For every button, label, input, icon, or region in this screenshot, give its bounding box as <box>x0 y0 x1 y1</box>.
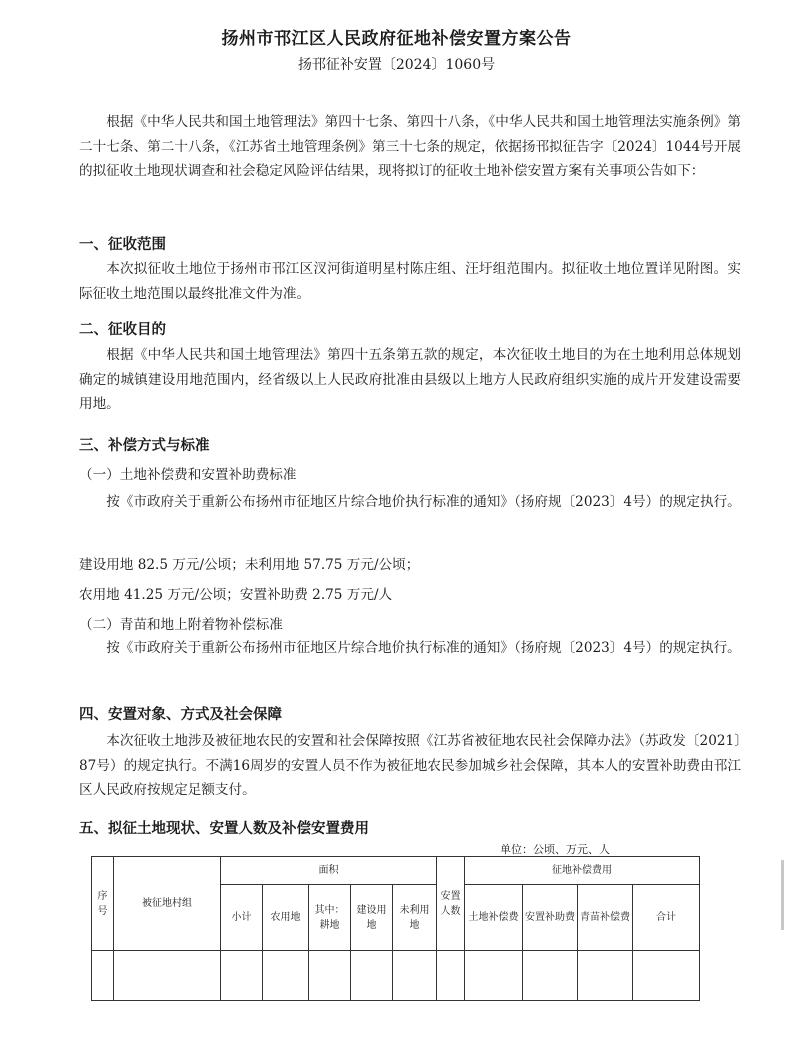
table-cell <box>263 951 309 1001</box>
section-3-heading: 三、补偿方式与标准 <box>79 438 210 454</box>
header-village: 被征地村组 <box>114 857 221 951</box>
section-5-heading: 五、拟征土地现状、安置人数及补偿安置费用 <box>79 821 369 837</box>
header-area: 面积 <box>221 857 437 885</box>
table-cell <box>633 951 700 1001</box>
header-fees: 征地补偿费用 <box>465 857 700 885</box>
header-crops: 青苗补偿费 <box>578 885 633 951</box>
table-cell <box>523 951 578 1001</box>
table-cell <box>393 951 437 1001</box>
document-number: 扬邗征补安置〔2024〕1060号 <box>297 57 496 73</box>
header-unused: 未利用地 <box>393 885 437 951</box>
header-construction: 建设用地 <box>351 885 393 951</box>
section-3-subheading-2: （二）青苗和地上附着物补偿标准 <box>79 617 283 633</box>
header-resettle: 安置补助费 <box>523 885 578 951</box>
header-land-comp: 土地补偿费 <box>465 885 523 951</box>
table-cell <box>578 951 633 1001</box>
section-3-sub1-text: 按《市政府关于重新公布扬州市征地区片综合地价执行标准的通知》（扬府规〔2023〕4号）的规定执行。 <box>106 494 741 510</box>
rate-line-2: 农用地 41.25 万元/公顷；安置补助费 2.75 万元/人 <box>79 587 393 603</box>
intro-paragraph: 根据《中华人民共和国土地管理法》第四十七条、第四十八条，《中华人民共和国土地管理法实施条例》第二十七条、第二十八条，《江苏省土地管理条例》第三十七条的规定，依据扬邗拟征告字〔2024〕1044号开展的拟征收土地现状调查和社会稳定风险评估结果，现将拟订的征收土地补偿安置方案有关事项公告如下： <box>79 114 741 179</box>
section-1-heading: 一、征收范围 <box>79 237 166 253</box>
header-seq: 序号 <box>92 857 114 951</box>
section-3-subheading-1: （一）土地补偿费和安置补助费标准 <box>79 467 297 483</box>
section-4-heading: 四、安置对象、方式及社会保障 <box>79 707 282 723</box>
section-2-heading: 二、征收目的 <box>79 322 166 338</box>
section-4-text: 本次征收土地涉及被征地农民的安置和社会保障按照《江苏省被征地农民社会保障办法》（苏政发〔2021〕87号）的规定执行。不满16周岁的安置人员不作为被征地农民参加城乡社会保障，其本人的安置补助费由邗江区人民政府按规定足额支付。 <box>79 733 741 798</box>
section-3-sub2-text: 按《市政府关于重新公布扬州市征地区片综合地价执行标准的通知》（扬府规〔2023〕4号）的规定执行。 <box>106 640 741 656</box>
table-cell <box>92 951 114 1001</box>
scan-edge-mark <box>781 860 784 930</box>
section-1-text: 本次拟征收土地位于扬州市邗江区汊河街道明星村陈庄组、汪圩组范围内。拟征收土地位置详见附图。实际征收土地范围以最终批准文件为准。 <box>79 261 741 302</box>
table-cell <box>114 951 221 1001</box>
table-unit-label: 单位：公顷、万元、人 <box>500 843 610 856</box>
table-cell <box>221 951 263 1001</box>
table-cell <box>465 951 523 1001</box>
section-2-text: 根据《中华人民共和国土地管理法》第四十五条第五款的规定，本次征收土地目的为在土地利用总体规划确定的城镇建设用地范围内，经省级以上人民政府批准由县级以上地方人民政府组织实施的成片开发建设需要用地。 <box>79 347 741 412</box>
header-agri: 农用地 <box>263 885 309 951</box>
compensation-table <box>91 856 700 1001</box>
table-cell <box>437 951 465 1001</box>
header-arable: 其中：耕地 <box>309 885 351 951</box>
table-cell <box>351 951 393 1001</box>
header-people: 安置人数 <box>437 857 465 951</box>
header-total: 合计 <box>633 885 700 951</box>
rate-line-1: 建设用地 82.5 万元/公顷；未利用地 57.75 万元/公顷； <box>79 557 420 573</box>
document-title: 扬州市邗江区人民政府征地补偿安置方案公告 <box>221 29 572 49</box>
header-subtotal: 小计 <box>221 885 263 951</box>
table-cell <box>309 951 351 1001</box>
